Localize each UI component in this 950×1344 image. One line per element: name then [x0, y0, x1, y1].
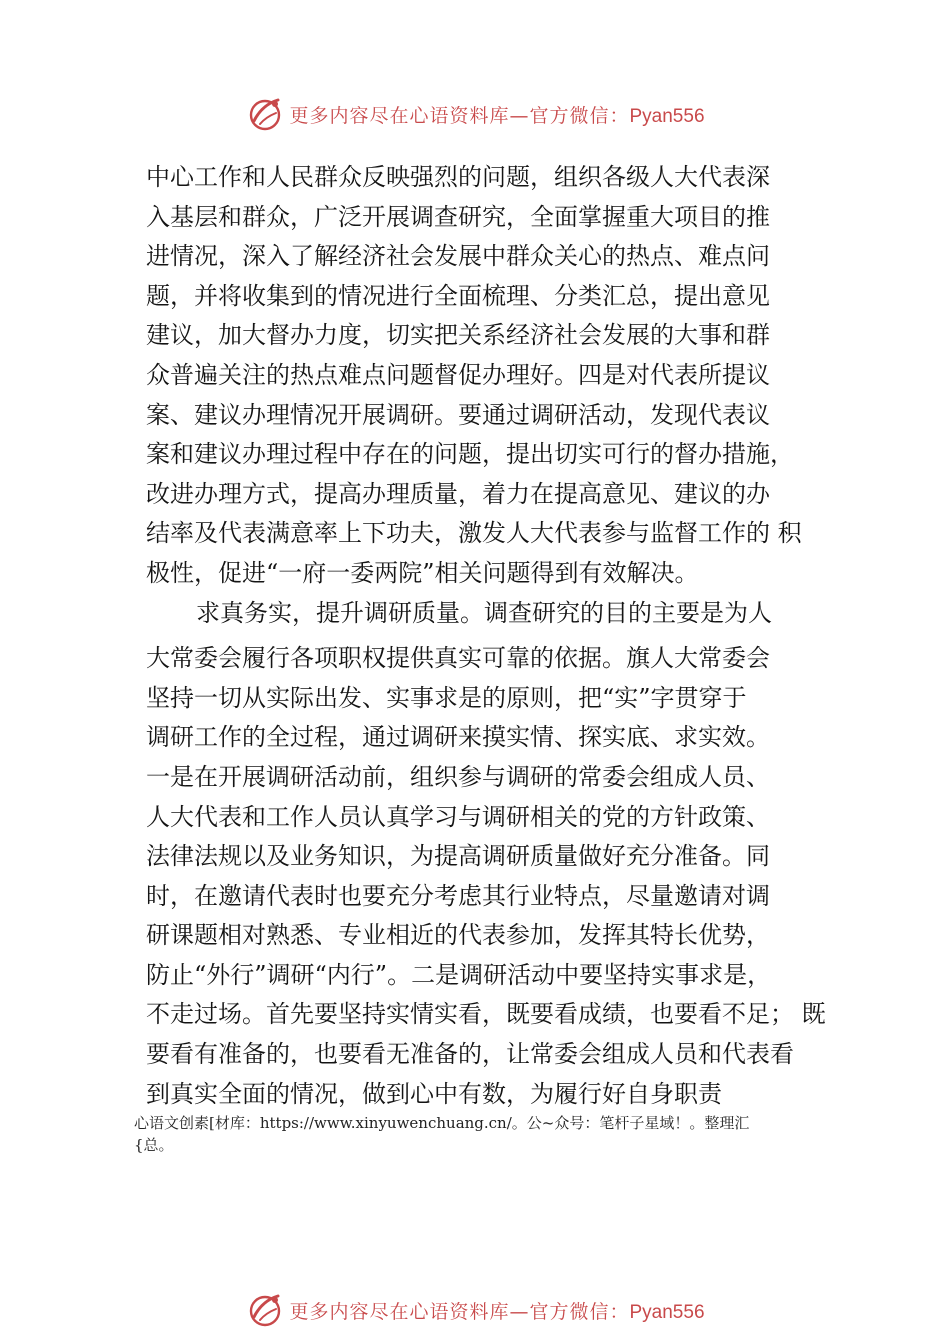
body-line: 要看有准备的，也要看无准备的，让常委会组成人员和代表看: [146, 1040, 794, 1069]
body-line: 结率及代表满意率上下功夫，激发人大代表参与监督工作的 积: [146, 519, 802, 548]
body-line: 不走过场。首先要坚持实情实看，既要看成绩，也要看不足； 既: [146, 1000, 826, 1029]
body-line: 改进办理方式，提高办理质量，着力在提高意见、建议的办: [146, 479, 770, 508]
source-footnote: [134, 1112, 834, 1156]
body-line: 入基层和群众，广泛开展调查研究，全面掌握重大项目的推: [146, 202, 770, 231]
banner-text: 更多内容尽在心语资料库—官方微信：Pyan556: [289, 1300, 705, 1323]
body-line: 众普遍关注的热点难点问题督促办理好。四是对代表所提议: [146, 360, 770, 389]
body-line: 人大代表和工作人员认真学习与调研相关的党的方针政策、: [146, 802, 770, 831]
body-line: 中心工作和人民群众反映强烈的问题，组织各级人大代表深: [146, 163, 770, 191]
body-line: 时，在邀请代表时也要充分考虑其行业特点，尽量邀请对调: [146, 881, 770, 910]
body-line: 进情况，深入了解经济社会发展中群众关心的热点、难点问: [146, 242, 770, 271]
body-line: 题，并将收集到的情况进行全面梳理、分类汇总，提出意见: [146, 281, 770, 310]
body-line: 案、建议办理情况开展调研。要通过调研活动，发现代表议: [146, 400, 770, 429]
document-body: [146, 158, 846, 1114]
footer-banner: [0, 1288, 950, 1332]
body-line: 到真实全面的情况，做到心中有数，为履行好自身职责: [146, 1079, 722, 1108]
wechat-id: Pyan556: [629, 1301, 705, 1323]
body-line: 建议，加大督办力度，切实把关系经济社会发展的大事和群: [146, 321, 770, 350]
body-line: 调研工作的全过程，通过调研来摸实情、探实底、求实效。: [146, 723, 770, 752]
body-line: 大常委会履行各项职权提供真实可靠的依据。旗人大常委会: [146, 644, 770, 673]
wechat-id: Pyan556: [629, 105, 705, 127]
body-line: 法律法规以及业务知识，为提高调研质量做好充分准备。同: [146, 842, 770, 871]
body-line: 一是在开展调研活动前，组织参与调研的常委会组成人员、: [146, 762, 770, 791]
red-calligraphy-logo-icon: [245, 94, 285, 134]
footnote-line: {总。: [134, 1136, 174, 1154]
body-line: 研课题相对熟悉、专业相近的代表参加，发挥其特长优势，: [146, 921, 770, 950]
body-line: 防止“外行”调研“内行”。二是调研活动中要坚持实事求是，: [146, 960, 772, 989]
body-line: 案和建议办理过程中存在的问题，提出切实可行的督办措施，: [146, 440, 794, 469]
body-line: 极性，促进“一府一委两院”相关问题得到有效解决。: [146, 558, 699, 587]
red-calligraphy-logo-icon: [245, 1290, 285, 1330]
banner-text: 更多内容尽在心语资料库—官方微信：Pyan556: [289, 104, 705, 127]
body-line: 坚持一切从实际出发、实事求是的原则，把“实”字贯穿于: [146, 683, 747, 712]
footnote-line: 心语文创素[材库：https://www.xinyuwenchuang.cn/。公~众号：笔杆子星域！。整理汇: [134, 1114, 750, 1132]
header-banner: [0, 92, 950, 136]
paragraph-start-line: 求真务实，提升调研质量。调查研究的目的主要是为人: [196, 598, 772, 627]
